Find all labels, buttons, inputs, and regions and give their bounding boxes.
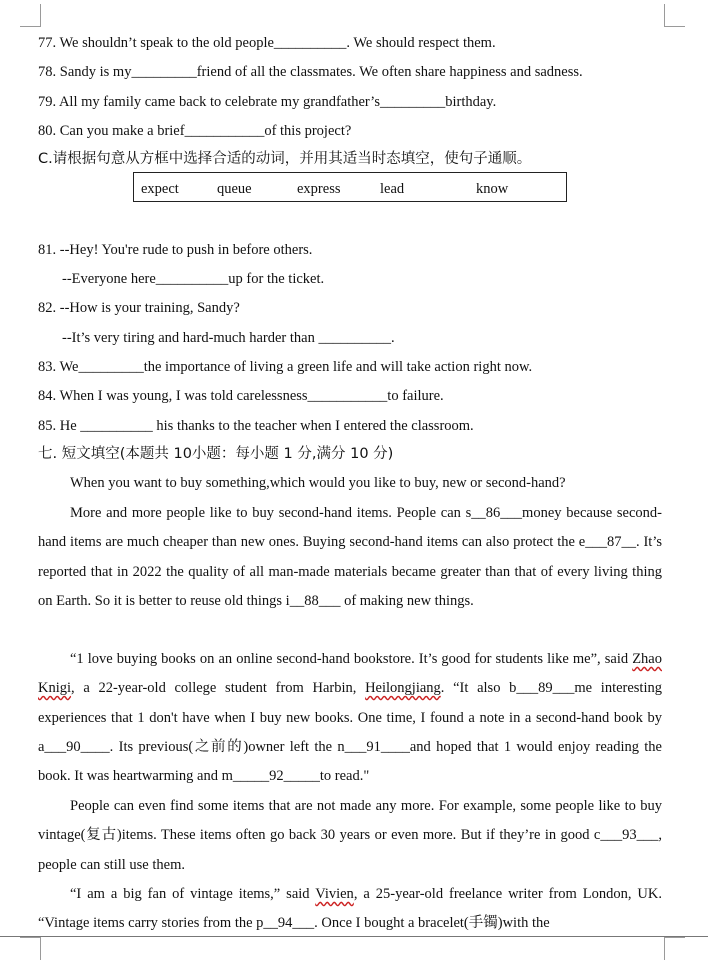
paragraph-text: , a 22-year-old college student from Harbin,	[71, 680, 366, 697]
question-number: 77.	[38, 35, 57, 51]
word-bank-item: expect	[141, 181, 179, 197]
question-text: Sandy is my_________friend of all the classmates. We often share happiness and sadness.	[59, 64, 583, 80]
question-number: 85.	[38, 418, 57, 434]
question-84	[38, 387, 444, 405]
question-number: 84.	[38, 388, 57, 404]
paragraph-text: “I am a big fan of vintage items,” said	[70, 886, 316, 902]
question-text: We shouldn’t speak to the old people__________. We should respect them.	[59, 35, 496, 51]
page-corner-top-left	[20, 4, 41, 27]
question-82	[38, 299, 240, 317]
question-81-reply: --Everyone here__________up for the ticket.	[62, 271, 325, 287]
word-bank-item: queue	[217, 181, 252, 197]
word-bank-item: know	[476, 181, 509, 197]
person-name: Zhao Knigi	[38, 651, 662, 697]
question-81	[38, 241, 312, 259]
question-80	[38, 122, 351, 140]
paragraph-text: “1 love buying books on an online second-hand bookstore. It’s good for students like me”, said	[70, 651, 633, 667]
section-7-heading: 七. 短文填空(本题共 10小题：每小题 1 分,满分 10 分)	[38, 446, 394, 462]
question-83	[38, 358, 532, 376]
section-c-instruction: C.请根据句意从方框中选择合适的动词，并用其适当时态填空，使句子通顺。	[38, 151, 532, 167]
page-corner-bottom-right	[664, 937, 685, 960]
question-text: Can you make a brief___________of this project?	[59, 123, 352, 139]
paragraph-text: More and more people like to buy second-hand items. People can s__86___money because second-hand items are much cheaper than new ones. Buying second-hand items can also protect the e___87__. It’s reported that in 2022 the quality of all man-made materials became greater than that of every living thing on Earth. So it is better to reuse old things i__88___ of making new things.	[38, 505, 662, 609]
place-name: Heilongjiang	[365, 680, 441, 697]
question-number: 83.	[38, 359, 57, 375]
question-text: All my family came back to celebrate my grandfather’s_________birthday.	[58, 94, 497, 110]
word-bank-box	[133, 172, 567, 202]
question-number: 82.	[38, 300, 57, 316]
page-corner-bottom-left	[20, 937, 41, 960]
question-number: 78.	[38, 64, 57, 80]
question-number: 79.	[38, 94, 57, 110]
question-number: 80.	[38, 123, 57, 139]
question-85	[38, 417, 474, 435]
question-78	[38, 63, 583, 81]
paragraph-text: . “It also b___89___me interesting experiences that 1 don't have when I buy new books. One time, I found a note in a second-hand book by a___90____. Its previous(之前的)owner left the n___91____and hoped that 1 would enjoy reading the book. It was heartwarming and m_____92_____to read."	[38, 680, 662, 785]
question-77	[38, 34, 496, 52]
paragraph-text: , a 25-year-old freelance writer from London, UK. “Vintage items carry stories from the p__94___. Once I bought a bracelet(手镯)with the	[38, 886, 662, 932]
passage-paragraph-5	[38, 880, 662, 939]
paragraph-text: People can even find some items that are not made any more. For example, some people like to buy vintage(复古)items. These items often go back 30 years or even more. But if they’re in good c___93___, people can still use them.	[38, 798, 662, 873]
question-text: When I was young, I was told carelessness___________to failure.	[59, 388, 444, 404]
page-corner-top-right	[664, 4, 685, 27]
person-name: Vivien	[315, 886, 354, 902]
word-bank-item: lead	[380, 181, 405, 197]
word-bank-item: express	[297, 181, 341, 197]
passage-paragraph-4	[38, 792, 662, 880]
passage-paragraph-3	[38, 645, 662, 791]
question-79	[38, 93, 496, 111]
passage-paragraph-2	[38, 499, 662, 616]
paragraph-text: When you want to buy something,which would you like to buy, new or second-hand?	[70, 475, 566, 491]
question-text: --How is your training, Sandy?	[59, 300, 240, 316]
question-number: 81.	[38, 242, 57, 258]
question-82-reply: --It’s very tiring and hard-much harder than __________.	[62, 330, 395, 346]
question-text: --Hey! You're rude to push in before others.	[59, 242, 313, 258]
question-text: He __________ his thanks to the teacher when I entered the classroom.	[59, 418, 474, 434]
question-text: We_________the importance of living a green life and will take action right now.	[59, 359, 533, 375]
passage-paragraph-1	[38, 469, 662, 498]
